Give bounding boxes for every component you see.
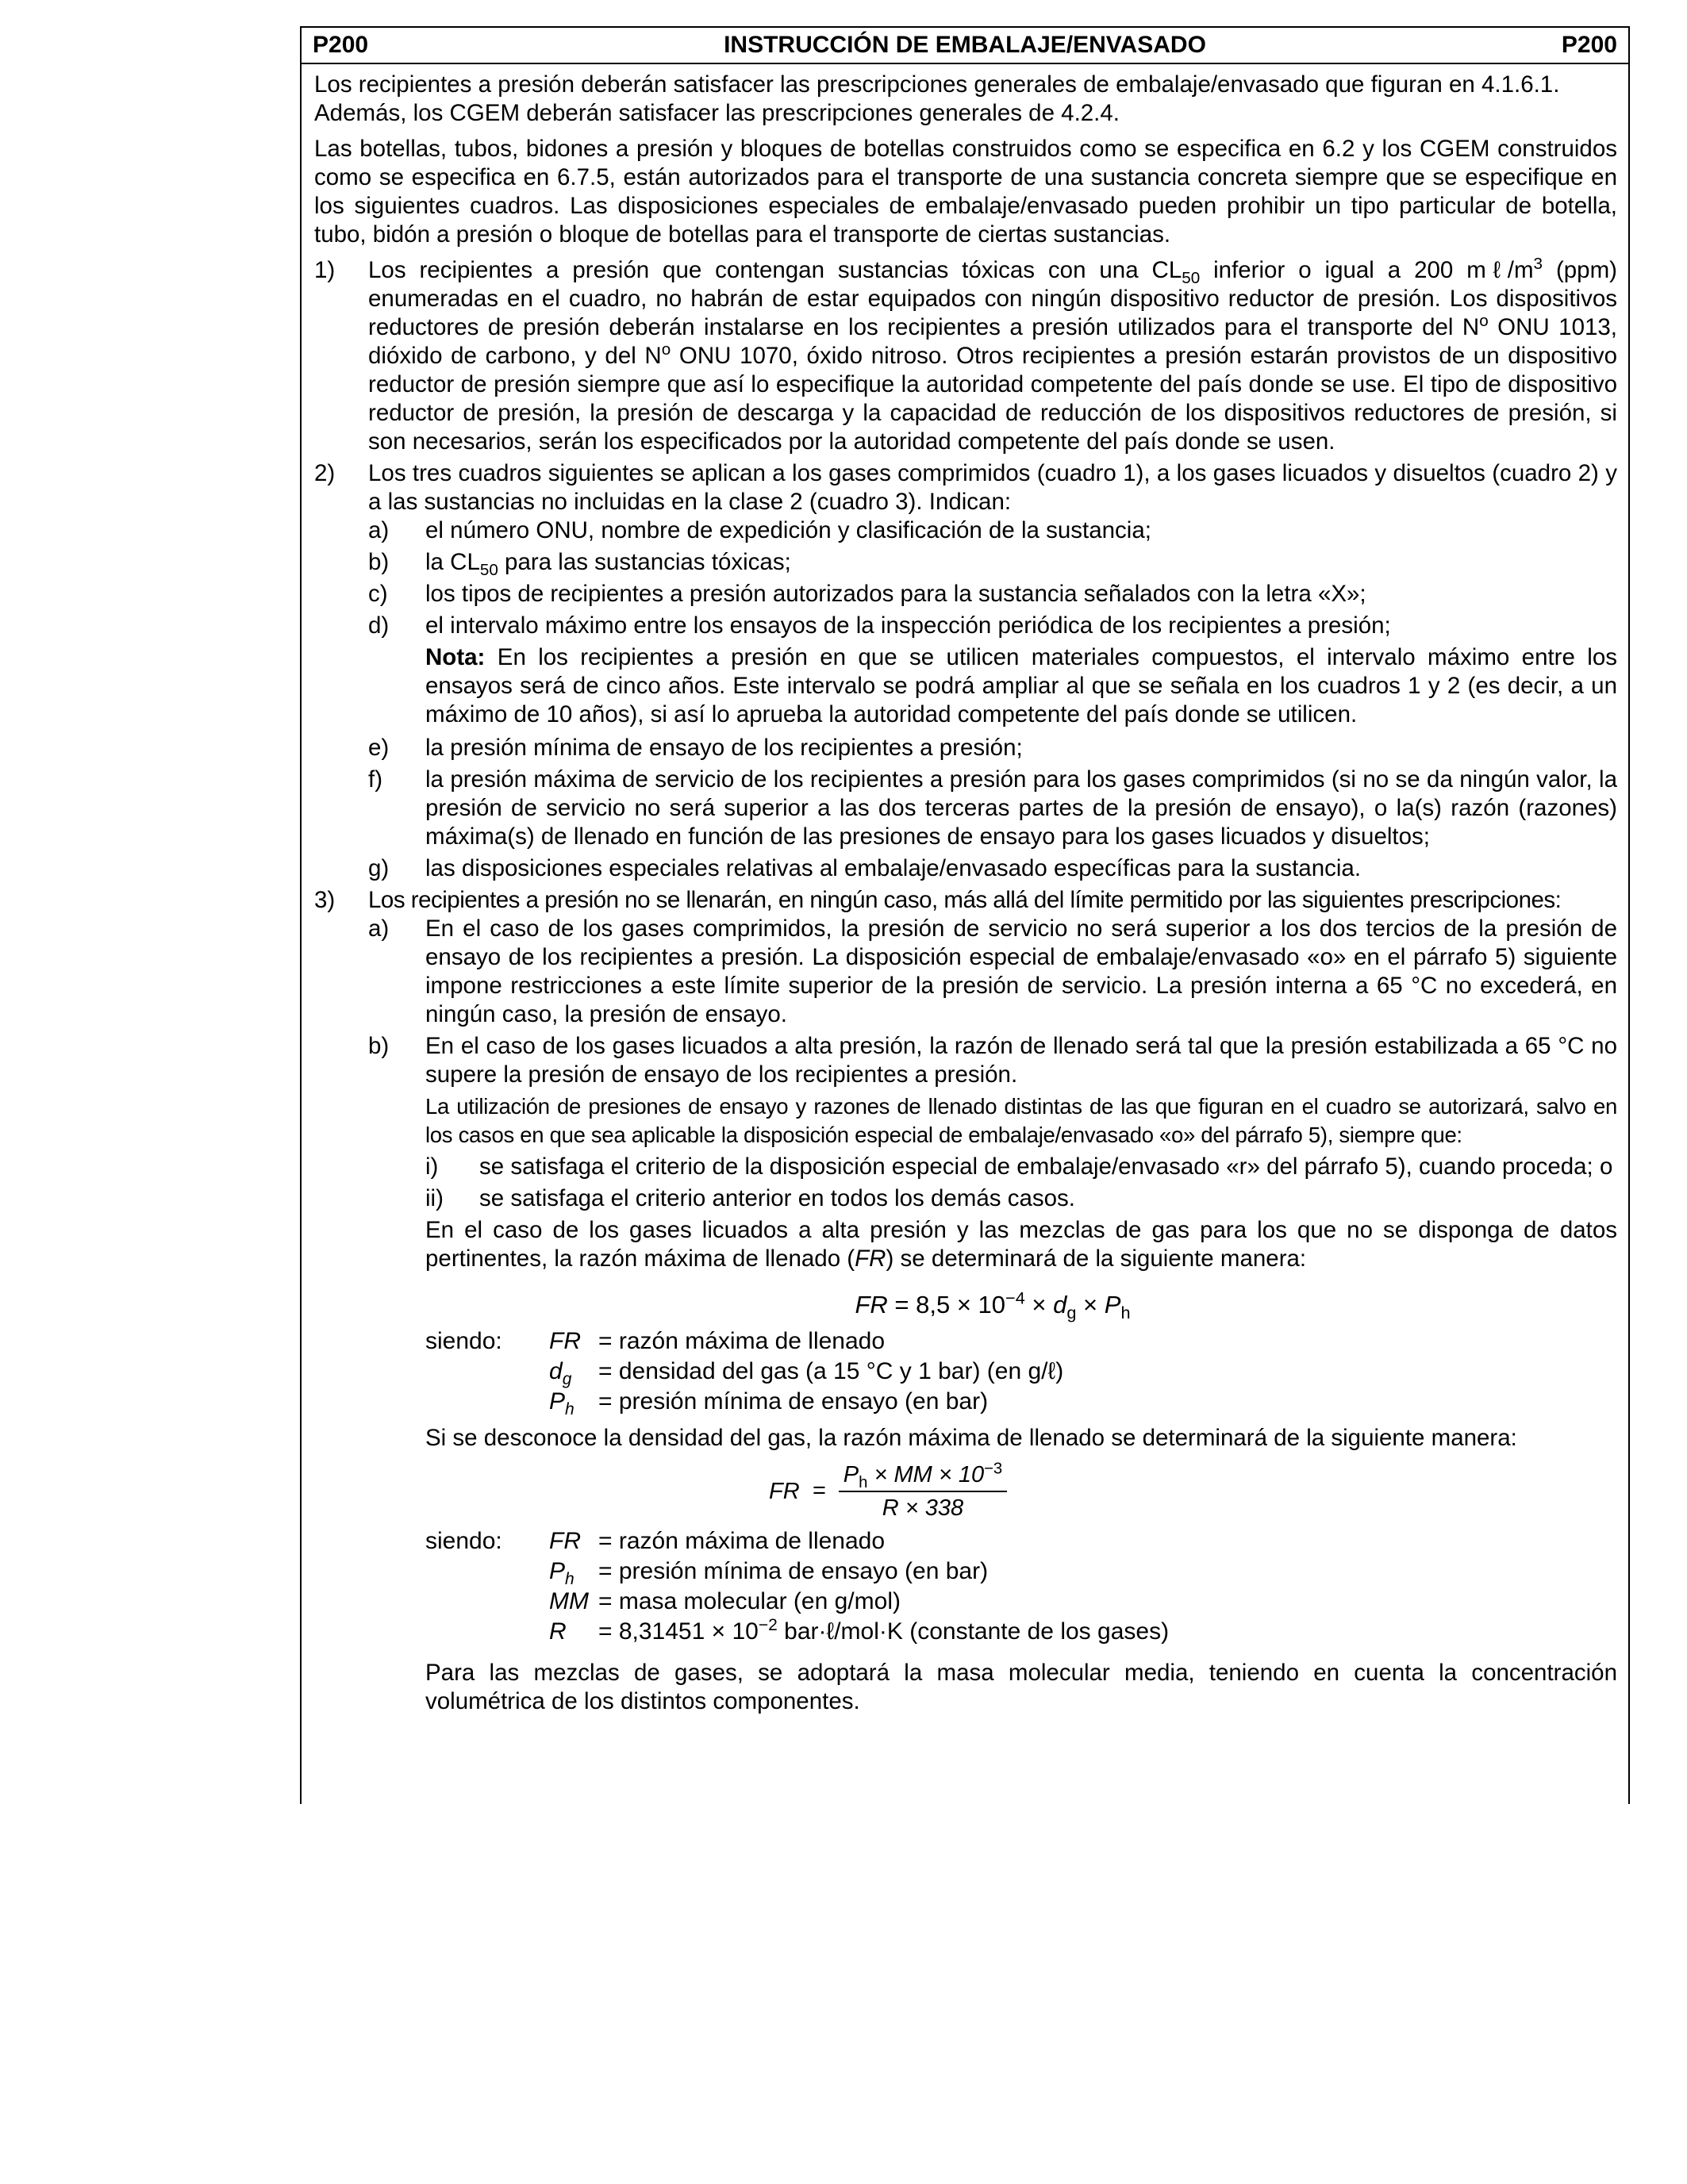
item-3 xyxy=(314,886,1617,1716)
instruction-body xyxy=(314,71,1617,1719)
list-item: b) la $CL_{50}$ para las sustancias tóxicas; xyxy=(368,549,791,579)
fr-intro: En el caso de los gases licuados a alta presión y las mezclas de gas para los que no se disponga de datos pertinentes, la razón máxima de llenado (FR) se determinará de la siguiente manera: xyxy=(425,1217,1617,1272)
unknown-density-text: Si se desconoce la densidad del gas, la razón máxima de llenado se determinará de la siguiente manera: xyxy=(425,1425,1517,1451)
list-item: b) En el caso de los gases licuados a alta presión, la razón de llenado será tal que la presión estabilizada a 65 °C no supere la presión de ensayo de los recipientes a presión. xyxy=(368,1033,1617,1088)
header-code-left: P200 xyxy=(313,32,369,58)
mixtures-paragraph: Para las mezclas de gases, se adoptará la masa molecular media, teniendo en cuenta la concentración volumétrica de los distintos componentes. xyxy=(425,1660,1617,1714)
list-item: i) se satisfaga el criterio de la disposición especial de embalaje/envasado «r» del párrafo 5), cuando proceda; o xyxy=(425,1153,1613,1180)
item-3-text: Los recipientes a presión no se llenarán, en ningún caso, más allá del límite permitido por las siguientes prescripciones: xyxy=(368,887,1562,913)
note: Nota: En los recipientes a presión en que se utilicen materiales compuestos, el intervalo máximo entre los ensayos será de cinco años. Este intervalo se podrá ampliar al que se señala en los cuadros 1 y 2 (es decir, a un máximo de 10 años), si así lo aprueba la autoridad competente del país donde se utilicen. xyxy=(425,644,1617,727)
definition-row: $d_g$ = densidad del gas (a 15 °C y 1 bar) (en g/ℓ) xyxy=(549,1358,1064,1388)
definitions-1 xyxy=(368,1327,1617,1418)
item-number: 2) xyxy=(314,460,336,486)
definition-row: $P_h$ = presión mínima de ensayo (en bar) xyxy=(549,1388,989,1418)
definition-row: siendo: FR = razón máxima de llenado xyxy=(425,1328,886,1354)
formula-fr-2: FR = $P_h$ × MM × $10^{-3}$ R × 338 xyxy=(368,1460,1617,1526)
header-title: INSTRUCCIÓN DE EMBALAJE/ENVASADO xyxy=(724,32,1206,58)
intro-paragraph-1: Los recipientes a presión deberán satisfacer las prescripciones generales de embalaje/envasado que figuran en 4.1.6.1. Además, los CGEM deberán satisfacer las prescripciones generales de 4.2.4. xyxy=(314,71,1560,126)
item-number: 1) xyxy=(314,257,336,283)
list-item: a) En el caso de los gases comprimidos, la presión de servicio no será superior a los dos tercios de la presión de ensayo de los recipientes a presión. La disposición especial de embalaje/envasado «o» en el párrafo 5) siguiente impone restricciones a este límite superior de la presión de servicio. La presión interna a 65 °C no excederá, en ningún caso, la presión de ensayo. xyxy=(368,915,1617,1027)
instruction-header xyxy=(302,26,1628,64)
note-label: Nota: xyxy=(425,644,486,670)
list-item: e) la presión mínima de ensayo de los recipientes a presión; xyxy=(368,735,1023,761)
item-1 xyxy=(314,256,1617,456)
list-item: ii) se satisfaga el criterio anterior en todos los demás casos. xyxy=(425,1185,1075,1211)
item-2 xyxy=(314,459,1617,883)
item-number: 3) xyxy=(314,887,336,913)
definition-row: siendo: FR = razón máxima de llenado xyxy=(425,1528,886,1554)
definition-row: $P_h$ = presión mínima de ensayo (en bar) xyxy=(549,1558,989,1588)
b-paragraph: La utilización de presiones de ensayo y razones de llenado distintas de las que figuran en el cuadro se autorizará, salvo en los casos en que sea aplicable la disposición especial de embalaje/envasado «o» del párrafo 5), siempre que: xyxy=(425,1094,1617,1147)
intro-paragraph-2: Las botellas, tubos, bidones a presión y bloques de botellas construidos como se especifica en 6.2 y los CGEM construidos como se especifica en 6.7.5, están autorizados para el transporte de una sustancia concreta siempre que se especifique en los siguientes cuadros. Las disposiciones especiales de embalaje/envasado pueden prohibir un tipo particular de botella, tubo, bidón a presión o bloque de botellas para el transporte de ciertas sustancias. xyxy=(314,136,1617,248)
roman-list xyxy=(368,1153,1617,1213)
definitions-2 xyxy=(368,1527,1617,1648)
definition-row: R = $8,31451 \times 10^{-2}$ bar·ℓ/mol·K (constante de los gases) xyxy=(549,1616,1170,1645)
fraction-denominator: R × 338 xyxy=(882,1495,964,1521)
header-code-right: P200 xyxy=(1561,32,1617,58)
definition-row: MM = masa molecular (en g/mol) xyxy=(549,1588,901,1614)
list-item: a) el número ONU, nombre de expedición y clasificación de la sustancia; xyxy=(368,517,1151,543)
formula-fr-1: FR = $8,5 \times 10^{-4} \times d_g \times P_h$ xyxy=(855,1288,1131,1323)
list-item: f) la presión máxima de servicio de los recipientes a presión para los gases comprimidos (si no se da ningún valor, la presión de servicio no será superior a las dos terceras partes de la presión de ensayo), o la(s) razón (razones) máxima(s) de llenado en función de las presiones de ensayo para los gases licuados y disueltos; xyxy=(368,766,1617,850)
packing-instruction-frame xyxy=(300,26,1630,1804)
list-item: c) los tipos de recipientes a presión autorizados para la sustancia señalados con la letra «X»; xyxy=(368,581,1366,607)
item-2-text: Los tres cuadros siguientes se aplican a los gases comprimidos (cuadro 1), a los gases licuados y disueltos (cuadro 2) y a las sustancias no incluidas en la clase 2 (cuadro 3). Indican: xyxy=(368,460,1617,515)
list-item: g) las disposiciones especiales relativas al embalaje/envasado específicas para la sustancia. xyxy=(368,855,1362,881)
item-1-text: Los recipientes a presión que contengan sustancias tóxicas con una $CL_{50}$ inferior o igual a 200 $m\ell/m^3$ (ppm) enumeradas en el cuadro, no habrán de estar equipados con ningún dispositivo reductor de presión. Los dispositivos reductores de presión deberán instalarse en los recipientes a presión utilizados para el transporte del $N^o$ ONU 1013, dióxido de carbono, y del $N^o$ ONU 1070, óxido nitroso. Otros recipientes a presión estarán provistos de un dispositivo reductor de presión siempre que así lo especifique la autoridad competente del país donde se use. El tipo de dispositivo reductor de presión, la presión de descarga y la capacidad de reducción de los dispositivos reductores de presión, si son necesarios, serán los especificados por la autoridad competente del país donde se usen. xyxy=(368,255,1617,455)
fraction-numerator: $P_h$ × MM × $10^{-3}$ xyxy=(839,1460,1007,1492)
list-item: d) el intervalo máximo entre los ensayos de la inspección periódica de los recipientes a presión; xyxy=(368,612,1391,639)
